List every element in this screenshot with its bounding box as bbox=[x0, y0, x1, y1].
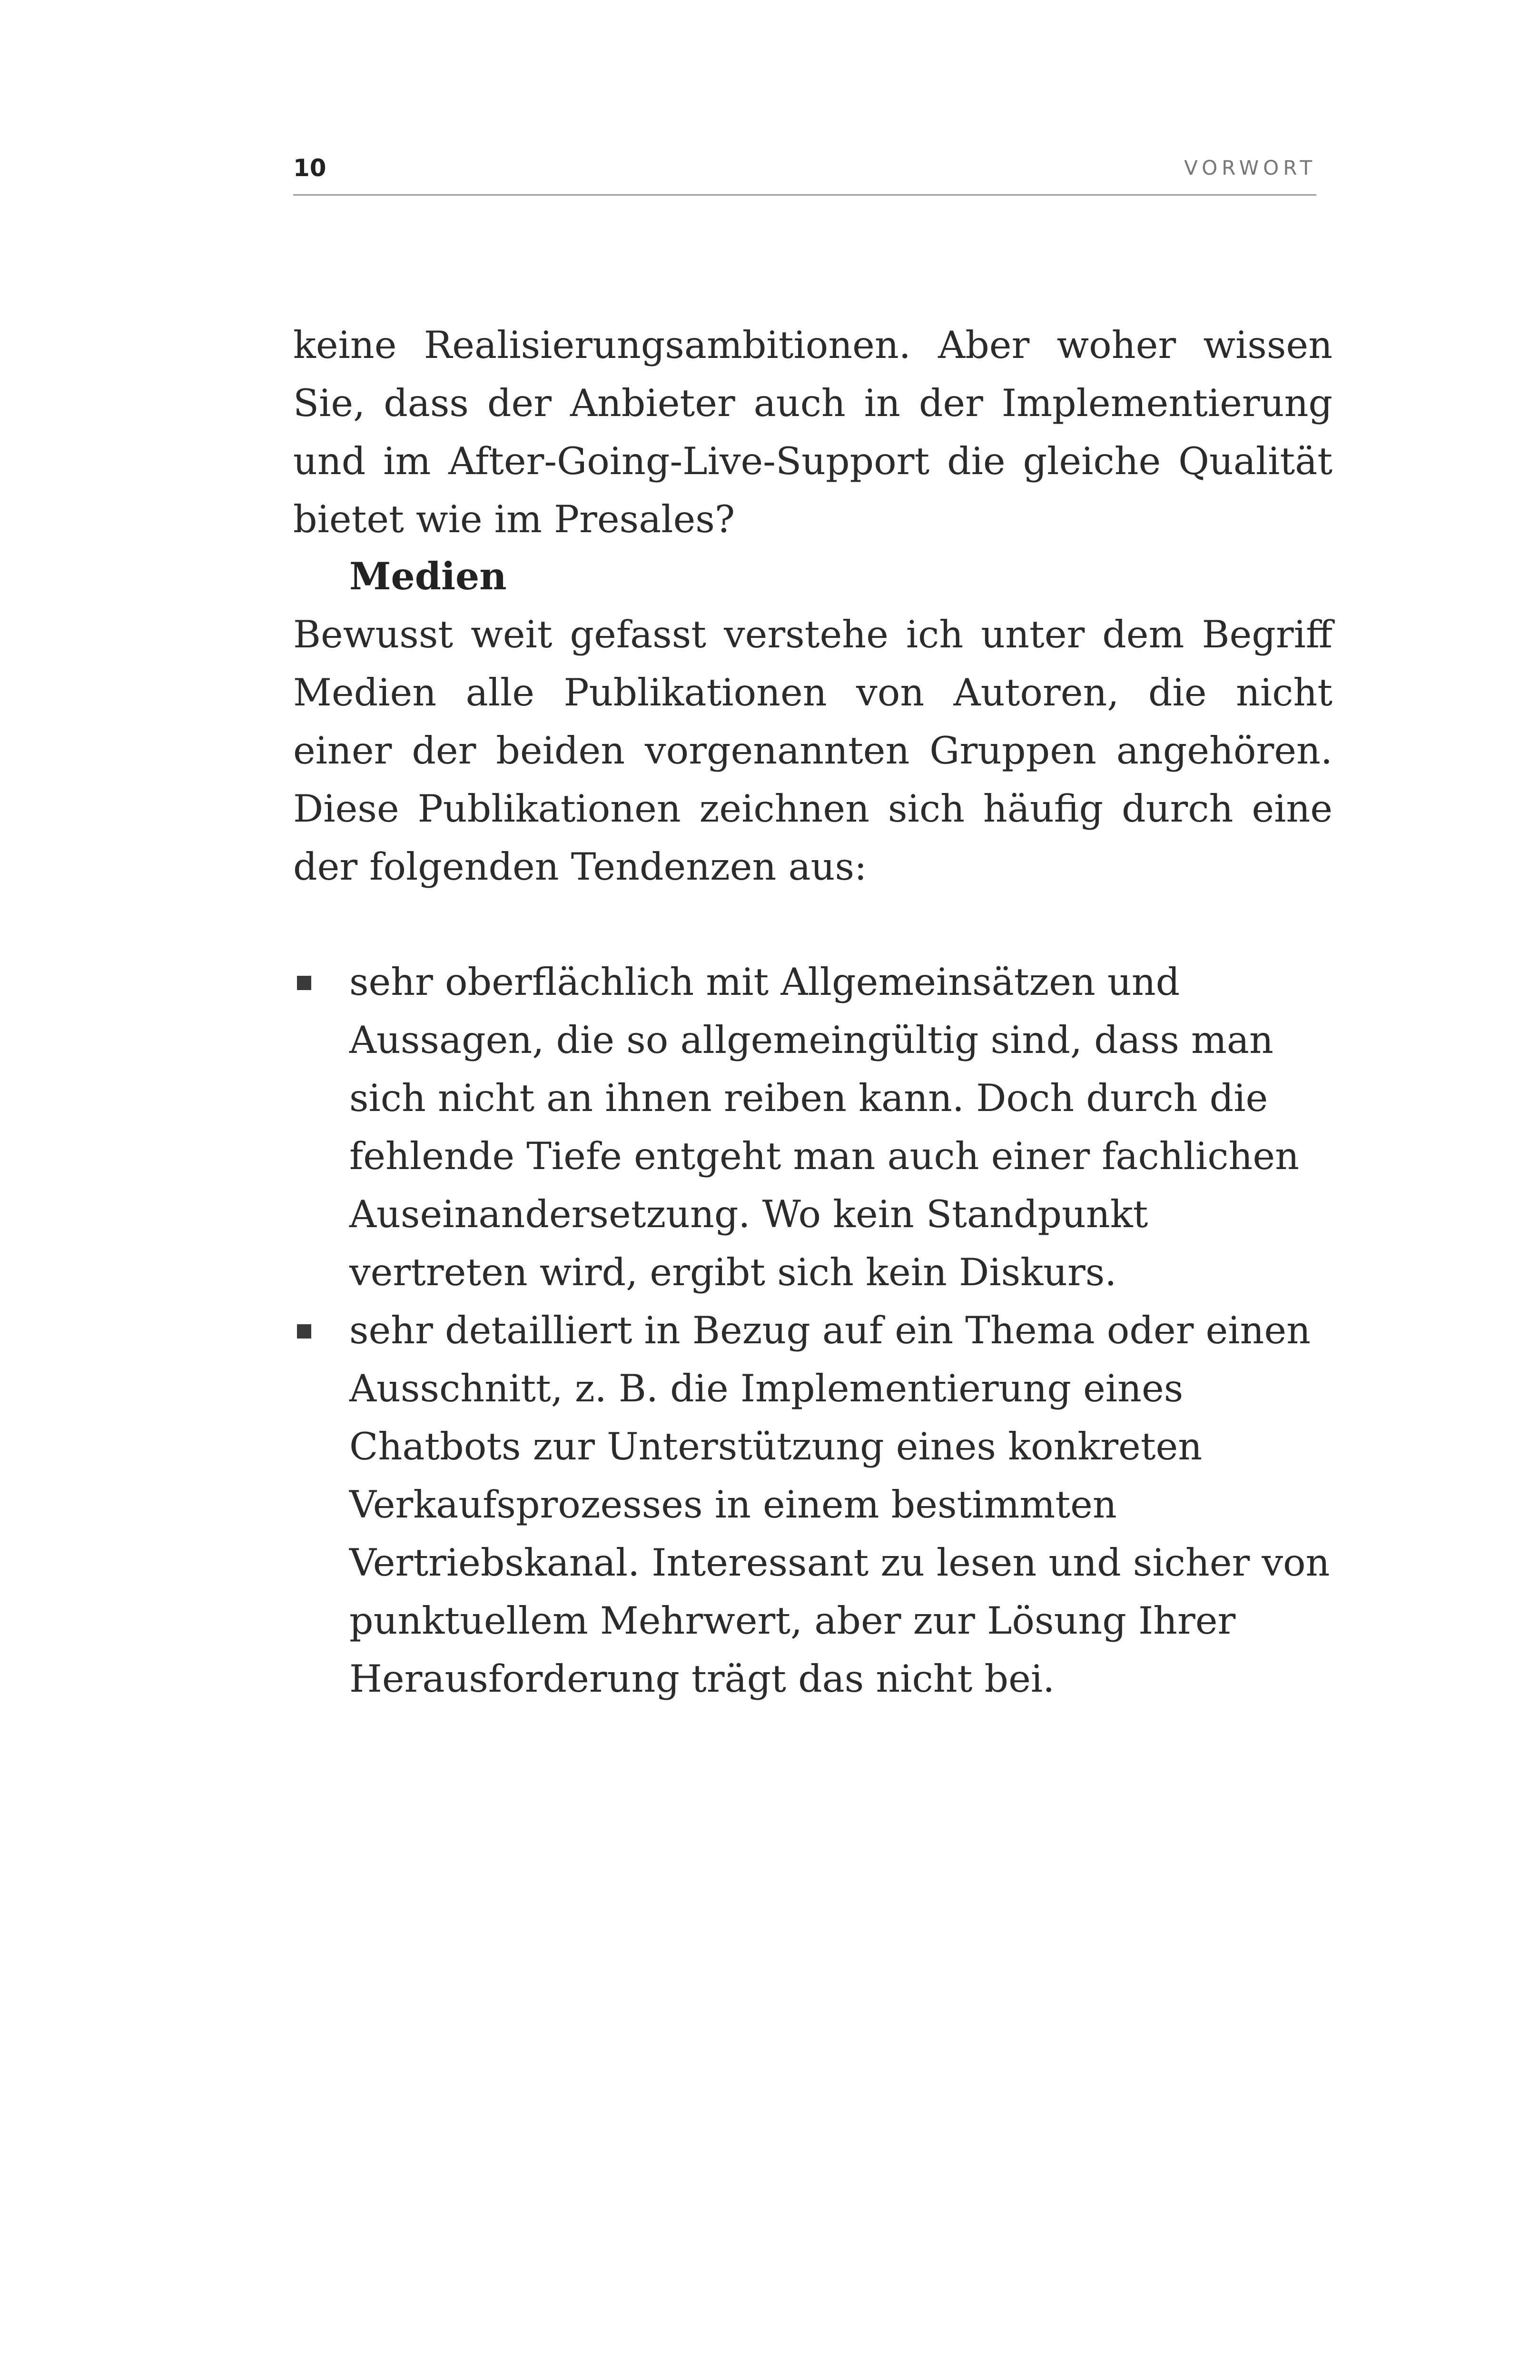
square-bullet-icon bbox=[297, 1324, 311, 1339]
list-item bbox=[293, 953, 1333, 1301]
section-heading: Medien bbox=[349, 554, 507, 598]
chapter-title: VORWORT bbox=[1184, 156, 1316, 179]
paragraph-media: Bewusst weit gefasst verstehe ich unter dem Begriff Medien alle Publikationen von Autoren, die nicht einer der beiden vorgenannten Gruppen angehören. Diese Publikationen zeichnen sich häufig durch eine der folgenden Tendenzen aus: bbox=[293, 613, 1333, 889]
bullet-list bbox=[293, 953, 1333, 1708]
square-bullet-icon bbox=[297, 976, 311, 990]
list-item bbox=[293, 1301, 1333, 1708]
paragraph-intro: keine Realisierungsambitionen. Aber woher wissen Sie, dass der Anbieter auch in der Implementierung und im After-Going-Live-Support die gleiche Qualität bietet wie im Presales? bbox=[293, 323, 1333, 541]
list-item-text: sehr detailliert in Bezug auf ein Thema oder einen Ausschnitt, z. B. die Implementierung eines Chatbots zur Unterstützung eines konkreten Verkaufsprozesses in einem bestimmten Vertriebskanal. Interessant zu lesen und sicher von punktuellem Mehrwert, aber zur Lösung Ihrer Herausforderung trägt das nicht bei. bbox=[349, 1309, 1330, 1701]
list-item-text: sehr oberflächlich mit Allgemeinsätzen und Aussagen, die so allgemeingültig sind, dass man sich nicht an ihnen reiben kann. Doch durch die fehlende Tiefe entgeht man auch einer fachlichen Auseinandersetzung. Wo kein Standpunkt vertreten wird, ergibt sich kein Diskurs. bbox=[349, 960, 1299, 1294]
page-number: 10 bbox=[293, 154, 326, 182]
running-header bbox=[293, 151, 1316, 199]
header-divider bbox=[293, 194, 1316, 196]
